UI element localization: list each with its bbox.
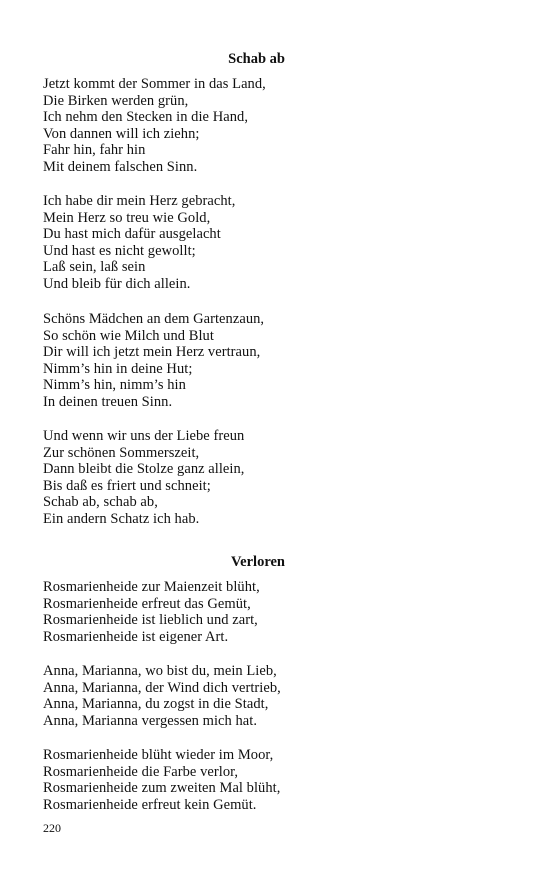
verse-line: Rosmarienheide zur Maienzeit blüht, bbox=[43, 579, 260, 595]
verse-line: Rosmarienheide erfreut das Gemüt, bbox=[43, 595, 251, 612]
verse-line: Nimm’s hin in deine Hut; bbox=[43, 360, 193, 377]
verse-line: So schön wie Milch und Blut bbox=[43, 327, 214, 344]
verse-line: Anna, Marianna, der Wind dich vertrieb, bbox=[43, 679, 281, 696]
verse-line: Mit deinem falschen Sinn. bbox=[43, 158, 198, 175]
verse-line: Anna, Marianna, du zogst in die Stadt, bbox=[43, 696, 269, 713]
verse-line: Fahr hin, fahr hin bbox=[43, 142, 146, 159]
verse-line: Rosmarienheide erfreut kein Gemüt. bbox=[43, 796, 257, 813]
verse-line: Und bleib für dich allein. bbox=[43, 275, 191, 292]
verse-line: Schöns Mädchen an dem Gartenzaun, bbox=[43, 311, 265, 327]
verse-line: Schab ab, schab ab, bbox=[43, 494, 158, 511]
stanza bbox=[43, 311, 264, 411]
verse-line: Die Birken werden grün, bbox=[43, 92, 189, 109]
verse-line: Und hast es nicht gewollt; bbox=[43, 242, 196, 259]
verse-line: Rosmarienheide zum zweiten Mal blüht, bbox=[43, 780, 281, 797]
verse-line: In deinen treuen Sinn. bbox=[43, 393, 173, 410]
verse-line: Ich habe dir mein Herz gebracht, bbox=[43, 193, 236, 209]
verse-line: Rosmarienheide blüht wieder im Moor, bbox=[43, 747, 274, 763]
stanza bbox=[43, 663, 281, 729]
verse-line: Rosmarienheide die Farbe verlor, bbox=[43, 763, 239, 780]
verse-line: Du hast mich dafür ausgelacht bbox=[43, 226, 221, 243]
stanza bbox=[43, 76, 266, 176]
verse-line: Zur schönen Sommerszeit, bbox=[43, 444, 200, 461]
stanza bbox=[43, 428, 244, 528]
verse-line: Ein andern Schatz ich hab. bbox=[43, 510, 200, 527]
verse-line: Mein Herz so treu wie Gold, bbox=[43, 209, 211, 226]
verse-line: Rosmarienheide ist lieblich und zart, bbox=[43, 612, 258, 629]
verse-line: Ich nehm den Stecken in die Hand, bbox=[43, 109, 248, 126]
verse-line: Bis daß es friert und schneit; bbox=[43, 477, 211, 494]
verse-line: Anna, Marianna vergessen mich hat. bbox=[43, 712, 258, 729]
stanza bbox=[43, 747, 280, 813]
verse-line: Und wenn wir uns der Liebe freun bbox=[43, 428, 245, 444]
stanza bbox=[43, 579, 260, 645]
verse-line: Nimm’s hin, nimm’s hin bbox=[43, 377, 186, 394]
verse-line: Jetzt kommt der Sommer in das Land, bbox=[43, 76, 266, 92]
verse-line: Rosmarienheide ist eigener Art. bbox=[43, 628, 229, 645]
verse-line: Dir will ich jetzt mein Herz vertraun, bbox=[43, 344, 261, 361]
verse-line: Dann bleibt die Stolze ganz allein, bbox=[43, 461, 245, 478]
stanza bbox=[43, 193, 235, 293]
poem-title: Schab ab bbox=[228, 51, 285, 67]
page-number: 220 bbox=[43, 821, 61, 835]
verse-line: Von dannen will ich ziehn; bbox=[43, 125, 200, 142]
verse-line: Laß sein, laß sein bbox=[43, 259, 146, 276]
verse-line: Anna, Marianna, wo bist du, mein Lieb, bbox=[43, 663, 277, 679]
poem-title: Verloren bbox=[231, 554, 285, 570]
